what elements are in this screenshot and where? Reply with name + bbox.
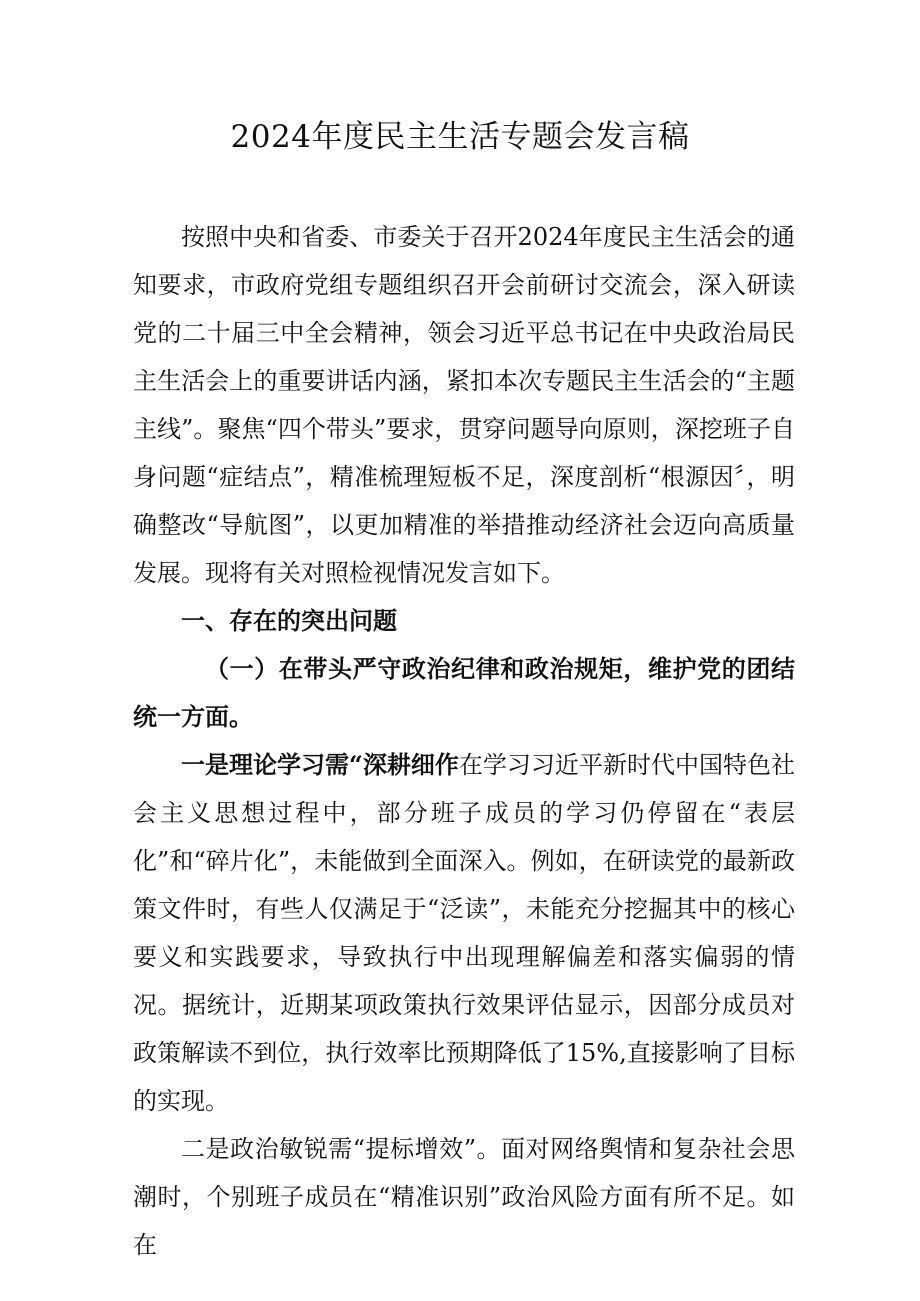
point-paragraph-theory-study: [133, 741, 795, 1125]
document-title: 2024年度民主生活专题会发言稿: [230, 119, 690, 155]
intro-paragraph: 按照中央和省委、市委关于召开2024年度民主生活会的通知要求，市政府党组专题组织召开会前研讨交流会，深入研读党的二十届三中全会精神，领会习近平总书记在中央政治局民主生活会上的重要讲话内涵，紧扣本次专题民主生活会的“主题主线”。聚焦“四个带头”要求，贯穿问题导向原则，深挖班子自身问题“症结点”，精准梳理短板不足，深度剖析“根源因〞，明确整改“导航图”，以更加精准的举措推动经济社会迈向高质量发展。现将有关对照检视情况发言如下。: [133, 223, 795, 587]
section-heading-problems: 一、存在的突出问题: [181, 606, 397, 635]
point-paragraph-political-sensitivity: 二是政治敏锐需“提标增效”。面对网络舆情和复杂社会思潮时，个别班子成员在“精准识别”政治风险方面有所不足。如在: [133, 1135, 795, 1259]
document-body: [133, 213, 795, 1269]
subsection-heading-political-discipline: （一）在带头严守政治纪律和政治规矩，维护党的团结统一方面。: [133, 654, 795, 731]
point-lead-theory-study: 一是理论学习需“深耕细作: [181, 750, 459, 779]
point-text-theory-study: 在学习习近平新时代中国特色社会主义思想过程中，部分班子成员的学习仍停留在“表层化”和“碎片化”，未能做到全面深入。例如，在研读党的最新政策文件时，有些人仅满足于“泛读”，未能充分挖掘其中的核心要义和实践要求，导致执行中出现理解偏差和落实偏弱的情况。据统计，近期某项政策执行效果评估显示，因部分成员对政策解读不到位，执行效率比预期降低了15%,直接影响了目标的实现。: [133, 751, 796, 1115]
